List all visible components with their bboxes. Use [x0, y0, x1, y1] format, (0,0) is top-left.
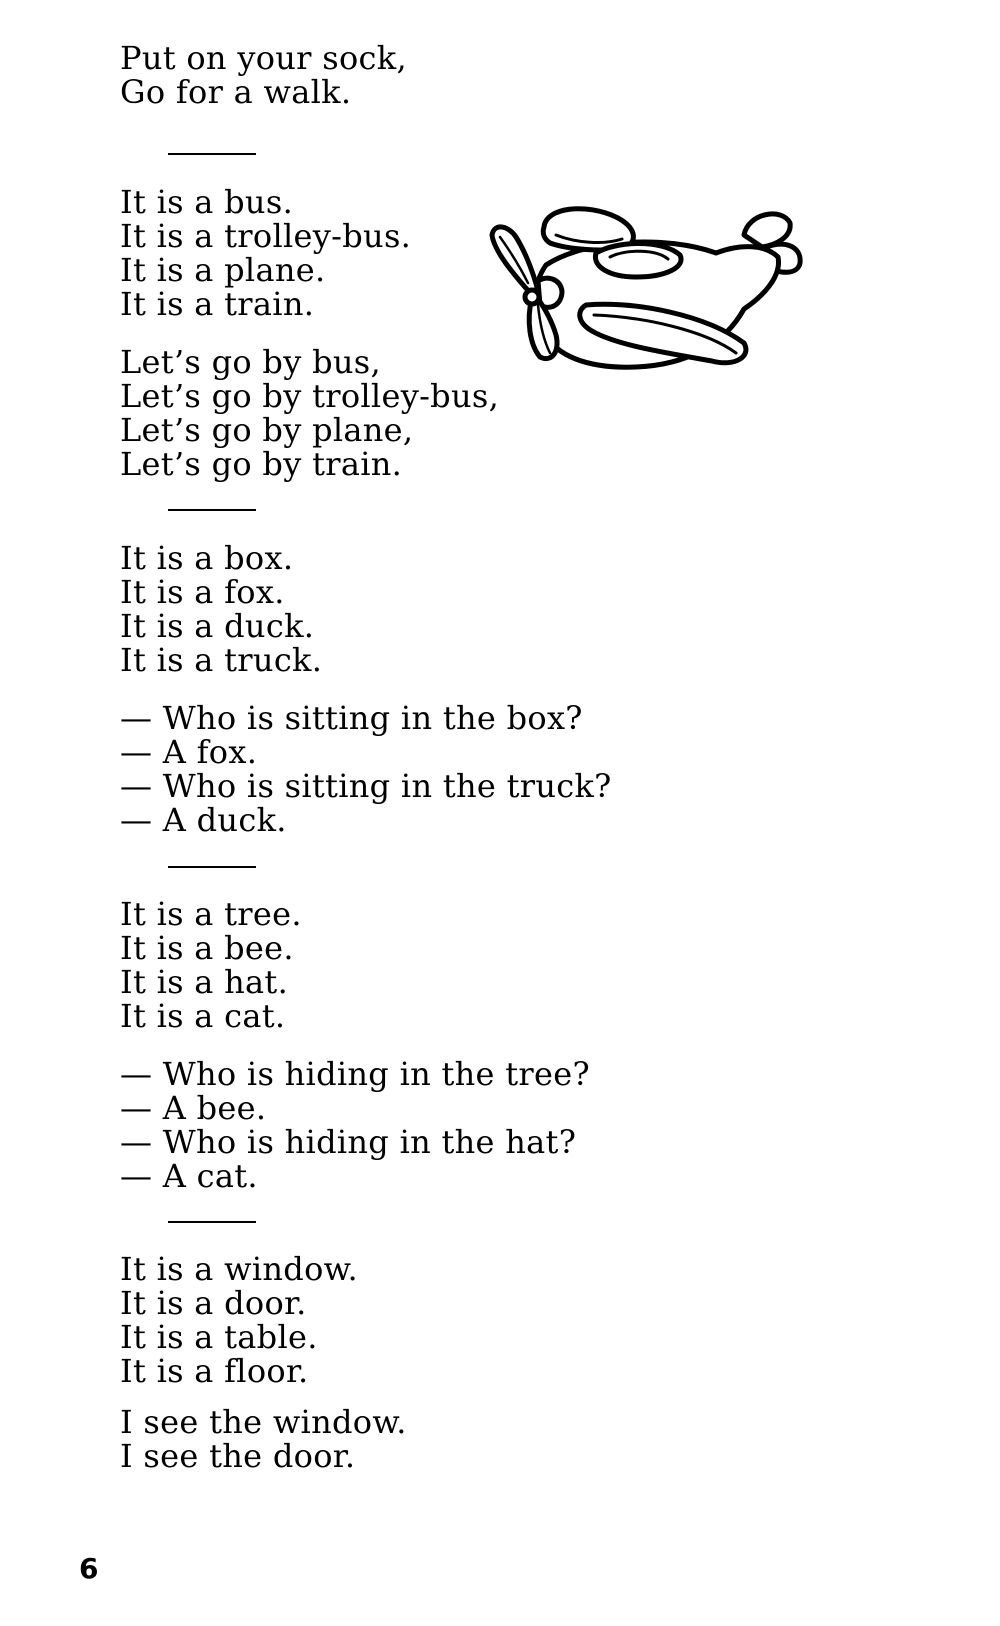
verse-line: It is a train.: [120, 285, 315, 323]
section-divider: [168, 866, 256, 868]
verse-line: It is a cat.: [120, 997, 286, 1035]
verse-line: It is a window.: [120, 1250, 358, 1288]
dialogue-line: — Who is sitting in the truck?: [120, 767, 612, 805]
verse-line: Let’s go by trolley-bus,: [120, 377, 500, 415]
verse-line: It is a box.: [120, 539, 294, 577]
airplane-icon: [486, 205, 822, 380]
verse-line: It is a truck.: [120, 641, 323, 679]
section-divider: [168, 509, 256, 511]
verse-line: Let’s go by plane,: [120, 411, 414, 449]
verse-line: It is a hat.: [120, 963, 289, 1001]
verse-line: It is a plane.: [120, 251, 326, 289]
dialogue-line: — A fox.: [120, 733, 258, 771]
section-divider: [168, 153, 256, 155]
verse-line: It is a door.: [120, 1284, 307, 1322]
verse-line: Go for a walk.: [120, 73, 352, 111]
page-number: 6: [79, 1552, 99, 1585]
verse-line: It is a trolley-bus.: [120, 217, 412, 255]
verse-line: I see the window.: [120, 1403, 407, 1441]
verse-line: It is a bee.: [120, 929, 294, 967]
verse-line: It is a tree.: [120, 895, 302, 933]
verse-line: Let’s go by train.: [120, 445, 403, 483]
verse-line: It is a duck.: [120, 607, 315, 645]
verse-line: It is a table.: [120, 1318, 318, 1356]
section-divider: [168, 1221, 256, 1223]
verse-line: Let’s go by bus,: [120, 343, 381, 381]
verse-line: Put on your sock,: [120, 39, 407, 77]
verse-line: I see the door.: [120, 1437, 356, 1475]
dialogue-line: — A bee.: [120, 1089, 267, 1127]
dialogue-line: — Who is sitting in the box?: [120, 699, 583, 737]
dialogue-line: — A duck.: [120, 801, 287, 839]
dialogue-line: — Who is hiding in the hat?: [120, 1123, 577, 1161]
dialogue-line: — Who is hiding in the tree?: [120, 1055, 590, 1093]
verse-line: It is a bus.: [120, 183, 294, 221]
verse-line: It is a fox.: [120, 573, 285, 611]
verse-line: It is a floor.: [120, 1352, 309, 1390]
dialogue-line: — A cat.: [120, 1157, 258, 1195]
